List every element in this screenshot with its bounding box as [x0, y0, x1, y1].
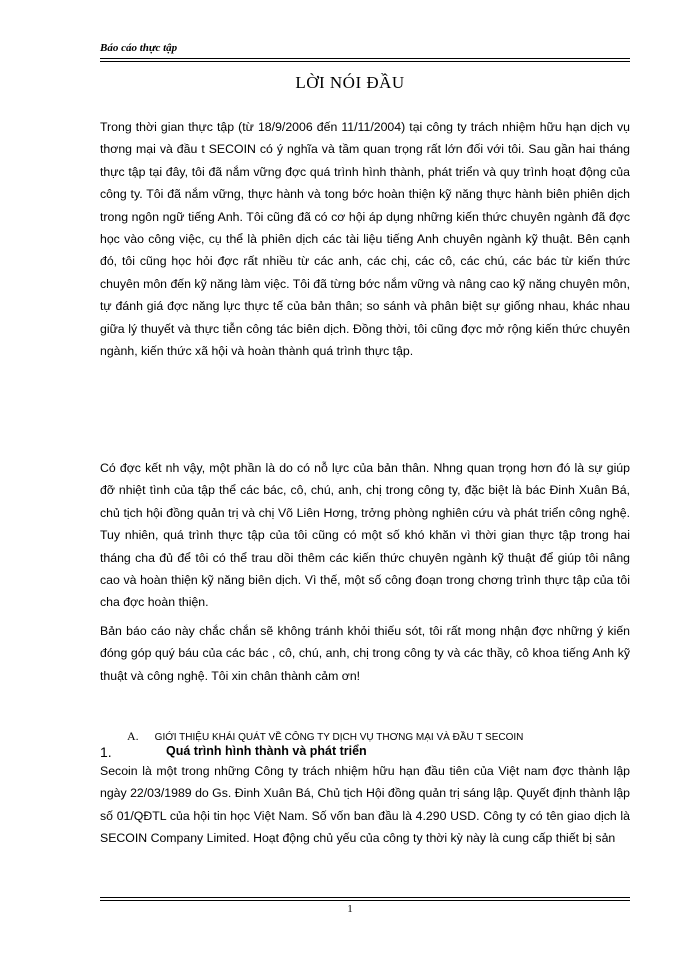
section-letter: A. — [127, 729, 139, 743]
paragraph-closing: Bản báo cáo này chắc chắn sẽ không tránh khỏi thiếu sót, tôi rất mong nhận đợc những ý kiến đóng góp quý báu của các bác , cô, chú, anh, chị trong công ty và các thầy, cô khoa tiếng Anh kỹ thuật và công nghệ. Tôi xin chân thành cảm ơn! — [100, 624, 630, 683]
paragraph-acknowledgement: Có đợc kết nh vậy, một phần là do có nỗ lực của bản thân. Nhng quan trọng hơn đó là sự giúp đỡ nhiệt tình của tập thể các bác, cô, chú, anh, chị trong công ty, đặc biệt là bác Đinh Xuân Bá, chủ tịch hội đồng quản trị và chị Võ Liên Hơng, trởng phòng nghiên cứu và phát triển công nghệ. Tuy nhiên, quá trình thực tập của tôi cũng có một số khó khăn vì thời gian thực tập trong hai tháng cha đủ để tôi có thể trau dồi thêm các kiến thức chuyên ngành kỹ thuật để giúp tôi nâng cao và hoàn thiện kỹ năng biên dịch. Vì thế, một số công đoạn trong chơng trình thực tập của tôi cha đợc hoàn thiện. — [100, 461, 630, 610]
running-header: Báo cáo thực tập — [100, 42, 178, 54]
section-heading-text: GIỚI THIỆU KHÁI QUÁT VỀ CÔNG TY DỊCH VỤ THƠNG MẠI VÀ ĐẦU T SECOIN — [154, 732, 524, 743]
paragraph-intro: Trong thời gian thực tập (từ 18/9/2006 đến 11/11/2004) tại công ty trách nhiệm hữu hạn dịch vụ thơng mại và đầu t SECOIN có ý nghĩa và tầm quan trọng rất lớn đối với tôi. Sau gần hai tháng thực tập tại đây, tôi đã nắm vững đợc quá trình hình thành, phát triển và quy trình hoạt động của công ty. Tôi đã nắm vững, thực hành và tong bớc hoàn thiện kỹ năng thực hành biên phiên dịch trong ngôn ngữ tiếng Anh. Tôi cũng đã có cơ hội áp dụng những kiến thức chuyên ngành đã đợc học vào công việc, cụ thể là phiên dịch các tài liệu tiếng Anh chuyên ngành kỹ thuật. Bên cạnh đó, tôi cũng học hỏi đợc rất nhiều từ các anh, các chị, các cô, các chú, các bác từ kiến thức chuyên môn đến kỹ năng làm việc. Tôi đã từng bớc nắm vững và nâng cao kỹ năng chuyên môn, tự đánh giá đợc năng lực thực tế của bản thân; so sánh và phân biệt sự giống nhau, khác nhau giữa lý thuyết và thực tiễn công tác biên dịch. Đồng thời, tôi cũng đợc mở rộng kiến thức chuyên ngành, kiến thức xã hội và hoàn thành quá trình thực tập. — [100, 120, 630, 359]
footer-rule — [100, 897, 630, 898]
subsection-title: Quá trình hình thành và phát triển — [166, 744, 367, 758]
page-number: 1 — [347, 903, 353, 915]
section-heading — [127, 729, 523, 744]
header-rule — [100, 58, 630, 59]
paragraph-company-history: Secoin là một trong những Công ty trách nhiệm hữu hạn đầu tiên của Việt nam đợc thành lập ngày 22/03/1989 do Gs. Đinh Xuân Bá, Chủ tịch Hội đồng quản trị sáng lập. Quyết định thành lập số 01/QĐTL của hội tin học Việt Nam. Số vốn ban đầu là 4.290 USD. Công ty có tên giao dịch là SECOIN Company Limited. Hoạt động chủ yếu của công ty thời kỳ này là cung cấp thiết bị sản — [100, 764, 630, 846]
footer-rule-double — [100, 900, 630, 901]
subsection-number: 1. — [100, 744, 112, 760]
header-rule-double — [100, 61, 630, 62]
document-title: LỜI NÓI ĐẦU — [295, 73, 405, 92]
